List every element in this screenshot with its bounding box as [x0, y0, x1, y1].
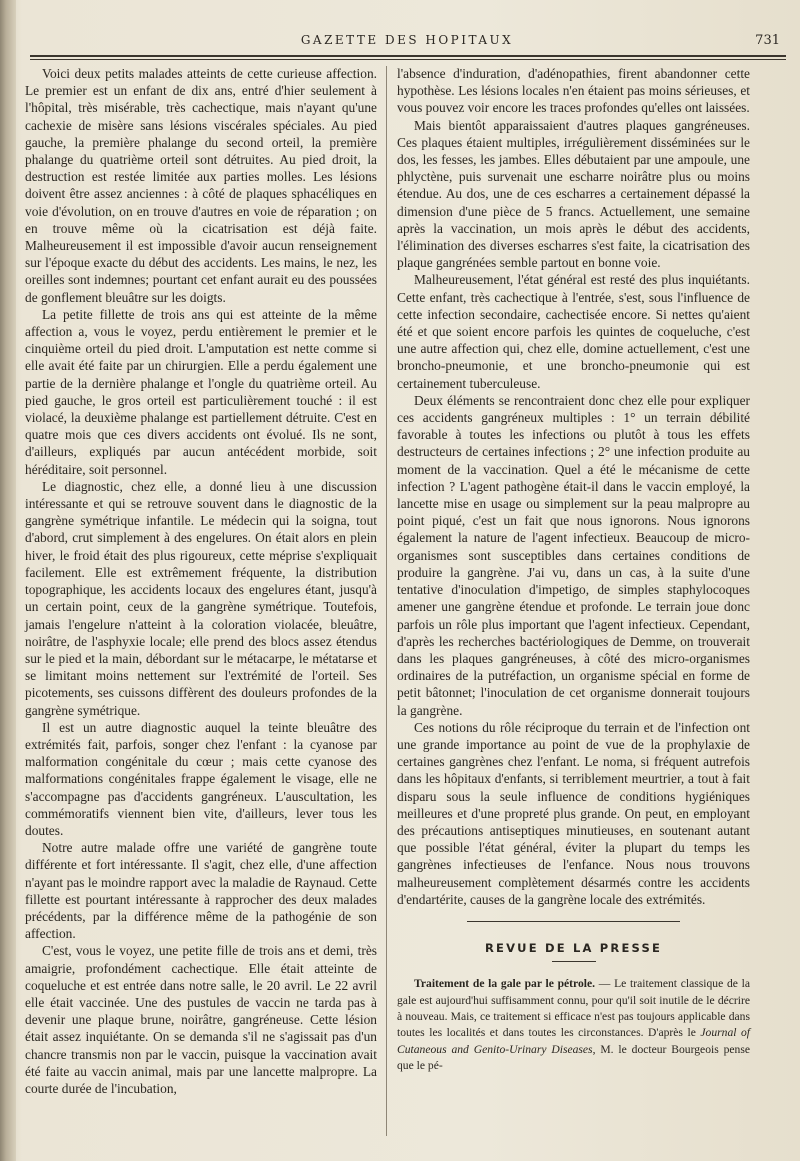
column-divider — [386, 66, 387, 1136]
press-article-journal: Journal of Cutaneous and Genito-Urinary Diseases — [397, 1026, 751, 1056]
title-underline — [552, 961, 596, 962]
page-header — [30, 33, 784, 55]
paragraph: Voici deux petits malades atteints de cette curieuse affection. Le premier est un enfant de dix ans, entré d'hier seulement à l'hôpital, très misérable, très cachectique, mais n'ayant qu'une cachexie de misère sans lésions viscérales spéciales. Au pied gauche, la première phalange du second orteil, la première phalange du quatrième orteil sont détruites. Au pied droit, la destruction est restée limitée aux parties molles. Les lésions doivent être assez anciennes : à côté de plaques sphacéliques en voie d'évolution, on en trouve d'autres en voie de réparation ; on en trouve même où la cicatrisation est déjà faite. Malheureusement il est impossible d'avoir aucun renseignement sur l'époque exacte du début des accidents. Les mains, le nez, les oreilles sont indemnes; pourtant cet enfant aurait eu des poussées de gonflement bleuâtre sur les doigts. — [25, 66, 377, 305]
paragraph: C'est, vous le voyez, une petite fille de trois ans et demi, très amaigrie, profondément cachectique. Elle était atteinte de coqueluche et est entrée dans notre salle, le 20 avril. Le 22 avril elle était vaccinée. Une des pustules de vaccin ne tarda pas à devenir une plaque brune, noirâtre, gangréneuse. Cette lésion était assez inquiétante. On se demanda s'il ne s'agissait pas d'un chancre transmis non par le vaccin, puisque la vaccination avait été faite au vaccin animal, mais par une lancette malpropre. La courte durée de l'incubation, — [25, 943, 377, 1096]
press-article — [397, 976, 750, 1074]
header-rule-thick — [30, 55, 786, 57]
paragraph: Il est un autre diagnostic auquel la teinte bleuâtre des extrémités fait, parfois, songer chez l'enfant : la cyanose par malformation congénitale du cœur ; mais cette cyanose des malformations congénitales frappe également le visage, elle ne s'accompagne pas d'accidents gangréneux. L'auscultation, les commémoratifs viennent bien vite, d'ailleurs, lever tous les doutes. — [25, 719, 377, 838]
press-article-text-end: , M. le docteur Bourgeois pense que le pé- — [397, 1042, 750, 1073]
right-column — [397, 65, 750, 1075]
paragraph: Ces notions du rôle réciproque du terrain et de l'infection ont une grande importance au point de vue de la prophylaxie de certaines gangrènes chez l'enfant. Le noma, si fréquent autrefois dans les hôpitaux d'enfants, si terriblement meurtrier, a tout à fait disparu sous la seule influence de conditions hygiéniques meilleures et d'une propreté plus grande. On peut, en employant des précautions antiseptiques minutieuses, en soutenant autant que possible l'état général, éviter la plupart du temps les gangrènes infectieuses de l'enfance. Nous nous trouvons malheureusement complètement désarmés contre les accidents d'endartérite, causes de la gangrène locale des extrémités. — [397, 719, 750, 907]
paragraph: Mais bientôt apparaissaient d'autres plaques gangréneuses. Ces plaques étaient multiples, irrégulièrement disséminées sur le dos, les fesses, les jambes. Elles débutaient par une ampoule, une phlyctène, puis survenait une escharre noirâtre plus ou moins étendue. Au dos, une de ces escharres a certainement dépassé la dimension d'une pièce de 5 francs. Actuellement, une semaine après la vaccination, un mois après le début des accidents, l'élimination des diverses escharres s'est faite, la cicatrisation des plaque gangrénées semble partout en bonne voie. — [397, 117, 750, 271]
section-title: REVUE DE LA PRESSE — [484, 940, 663, 955]
paragraph: Notre autre malade offre une variété de gangrène toute différente et fort intéressante. Il s'agit, chez elle, d'une affection n'ayant pas le moindre rapport avec la maladie de Raynaud. Cette fillette est pourtant intéressante à rapprocher des deux malades précédents, par la différence même de la pathogénie de son affection. — [25, 840, 377, 942]
left-column — [25, 65, 377, 1097]
paragraph: Le diagnostic, chez elle, a donné lieu à une discussion intéressante et qui se retrouve souvent dans le diagnostic de la gangrène symétrique infantile. Le médecin qui la soigna, tout d'abord, crut simplement à des engelures. On était alors en plein hiver, le froid était des plus rigoureux, cette méprise s'expliquait facilement. Elle est extrêmement fréquente, la distribution topographique, les accidents locaux des engelures étant, jusqu'à un certain point, ceux de la gangrène symétrique. Toutefois, jamais l'engelure n'atteint à la coloration violacée, bleuâtre, noirâtre, de l'asphyxie locale; elle prend des blocs assez étendus sur le pied et la main, débordant sur le métacarpe, le métatarse et se limitant moins nettement sur l'extrémité de l'orteil. Ses picotements, ses cuissons diffèrent des douleurs profondes de la gangrène symétrique. — [25, 478, 377, 718]
paragraph: l'absence d'induration, d'adénopathies, firent abandonner cette hypothèse. Les lésions locales n'en étaient pas moins sérieuses, et vous pouvez voir encore les traces profondes qu'elles ont laissées. — [397, 66, 750, 116]
press-article-text: — Le traitement classique de la gale est aujourd'hui suffisamment connu, pour qu'il soit inutile de le décrire à nouveau. Mais, ce traitement si efficace n'est pas toujours applicable dans toutes les localités et dans toutes les circonstances. D'après le — [397, 977, 750, 1040]
header-rule-thin — [30, 59, 786, 60]
section-separator — [397, 914, 750, 928]
paragraph: Deux éléments se rencontraient donc chez elle pour expliquer ces accidents gangréneux multiples : 1° un terrain débilité favorable à toutes les infections ou plutôt à tous les effets destructeurs de certaines infections ; 2° une infection produite au moment de la vaccination. Quel a été le mécanisme de cette infection ? L'agent pathogène était-il dans le vaccin employé, la lancette mise en usage ou simplement sur la peau malpropre au point piqué, c'est un fait que nous ignorons. Nous ignorons également la nature de l'agent infectieux. Beaucoup de micro-organismes sont susceptibles dans certaines conditions de produire la gangrène. J'ai vu, dans un cas, à la suite d'une tentative d'inoculation d'impetigo, de simples staphylocoques amener une gangrène étendue et profonde. Le terrain joue donc parfois un rôle plus important que l'agent infectieux. Cependant, d'après les recherches bactériologiques de Demme, on trouverait dans les plaques gangréneuses, à côté des micro-organismes ordinaires de la putréfaction, un organisme spécial en forme de petit bâtonnet; l'inoculation de cet organisme donnerait toujours la gangrène. — [397, 392, 750, 718]
press-article-heading: Traitement de la gale par le pétrole. — [414, 977, 596, 991]
page-binding-edge — [0, 0, 16, 1161]
separator-line — [467, 921, 680, 922]
page-number: 731 — [755, 33, 780, 48]
paragraph: La petite fillette de trois ans qui est atteinte de la même affection a, vous le voyez, perdu entièrement le premier et le cinquième orteil du pied droit. L'amputation est nette comme si elle avait été faite par un chirurgien. Elle a perdu également une partie de la dernière phalange et l'ongle du quatrième orteil. Au pied gauche, le gros orteil est particulièrement touché : il est violacé, la deuxième phalange est partiellement détruite. C'est en quatre mois que ces divers accidents ont évolué. Ils ne sont, d'ailleurs, expliqués par aucun antécédent morbide, soit héréditaire, soit personnel. — [25, 306, 377, 477]
paragraph: Malheureusement, l'état général est resté des plus inquiétants. Cette enfant, très cachectique à l'entrée, s'est, sous l'influence de cette infection secondaire, cachectisée encore. Si nettes qu'aient été et que soient encore parfois les quintes de coqueluche, c'est une autre affection qui, chez elle, domine actuellement, c'est une broncho-pneumonie, et une broncho-pneumonie qui est certainement tuberculeuse. — [397, 272, 750, 391]
journal-title: GAZETTE DES HOPITAUX — [300, 33, 514, 47]
